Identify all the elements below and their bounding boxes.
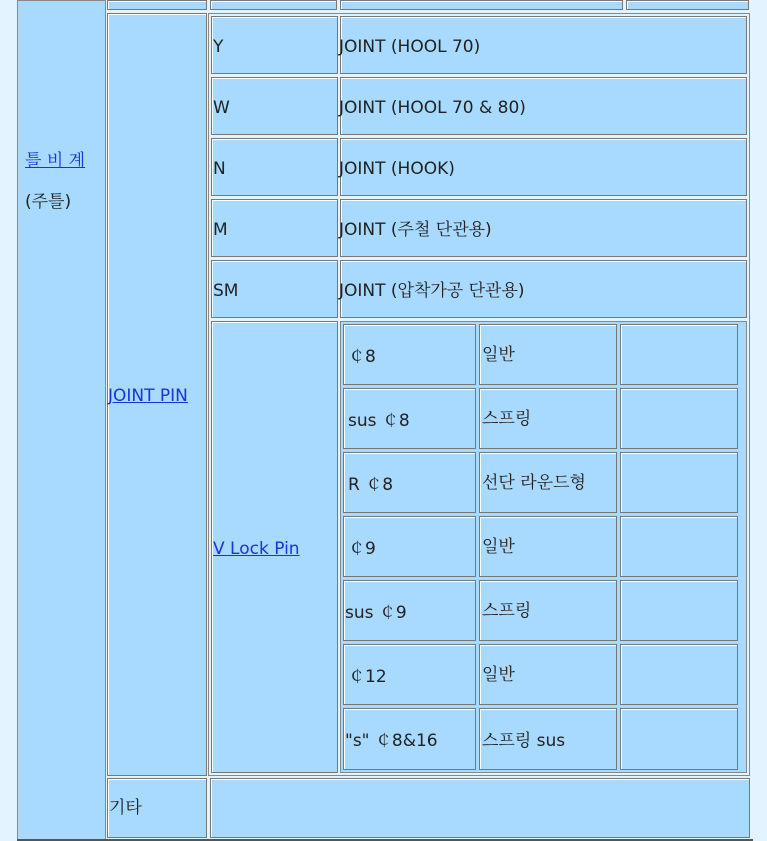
- vlock-row-2-type-cell: [479, 452, 617, 513]
- vlock-size: sus ￠8: [348, 411, 410, 431]
- top-partial-cell-2: [210, 0, 337, 10]
- vlock-row-5-type-cell: [479, 644, 617, 705]
- joint-row-desc: JOINT (압착가공 단관용): [339, 281, 525, 301]
- joint-row-2-desc-cell: [340, 138, 747, 196]
- vlock-row-5-note-cell: [620, 644, 738, 705]
- vlock-row-3-note-cell: [620, 516, 738, 577]
- vlock-row-0-type-cell: [479, 324, 617, 385]
- vlock-size: ￠8: [348, 347, 376, 367]
- top-partial-cell-1: [107, 0, 207, 10]
- category-link[interactable]: 틀 비 계: [25, 151, 86, 171]
- vlock-row-6-type-cell: [479, 708, 617, 770]
- joint-row-desc: JOINT (주철 단관용): [339, 220, 492, 240]
- other-value-cell: [210, 778, 750, 838]
- vlock-row-5-size-cell: [343, 644, 476, 705]
- category-sub-label: (주틀): [25, 192, 72, 212]
- joint-row-3-desc-cell: [340, 199, 747, 257]
- vlock-row-0-note-cell: [620, 324, 738, 385]
- joint-pin-link[interactable]: JOINT PIN: [108, 386, 188, 406]
- vlock-size: ￠9: [348, 539, 376, 559]
- vlock-type: 일반: [482, 665, 515, 685]
- joint-pin-cell: [107, 13, 207, 776]
- vlock-row-4-note-cell: [620, 580, 738, 641]
- vlock-size: ￠12: [348, 667, 387, 687]
- joint-row-desc: JOINT (HOOL 70 & 80): [339, 98, 526, 118]
- vlock-size: R ￠8: [348, 475, 394, 495]
- vlock-row-2-size-cell: [343, 452, 476, 513]
- vlock-size: "s" ￠8&16: [345, 731, 438, 751]
- other-label-cell: [107, 778, 207, 838]
- vlock-type: 스프링: [482, 409, 532, 429]
- other-label: 기타: [109, 798, 142, 818]
- vlock-row-6-size-cell: [343, 708, 476, 770]
- vlock-type: 일반: [482, 345, 515, 365]
- top-partial-cell-4: [626, 0, 749, 10]
- joint-row-code: N: [213, 159, 226, 179]
- top-partial-cell-3: [340, 0, 623, 10]
- vlock-row-1-type-cell: [479, 388, 617, 449]
- vlock-size: sus ￠9: [345, 603, 407, 623]
- joint-row-code: W: [213, 98, 230, 118]
- joint-row-code: SM: [213, 281, 239, 301]
- vlock-row-1-size-cell: [343, 388, 476, 449]
- joint-row-4-desc-cell: [340, 260, 747, 318]
- joint-row-0-code-cell: [211, 16, 338, 74]
- joint-row-code: M: [213, 220, 228, 240]
- vlock-row-3-type-cell: [479, 516, 617, 577]
- joint-row-desc: JOINT (HOOK): [339, 159, 455, 179]
- v-lock-pin-link[interactable]: V Lock Pin: [213, 539, 300, 559]
- joint-row-1-code-cell: [211, 77, 338, 135]
- vlock-type: 선단 라운드형: [482, 473, 586, 493]
- joint-row-3-code-cell: [211, 199, 338, 257]
- joint-row-0-desc-cell: [340, 16, 747, 74]
- vlock-row-6-note-cell: [620, 708, 738, 770]
- joint-row-1-desc-cell: [340, 77, 747, 135]
- vlock-row-0-size-cell: [343, 324, 476, 385]
- v-lock-pin-cell: [211, 321, 338, 773]
- vlock-row-4-type-cell: [479, 580, 617, 641]
- vlock-row-3-size-cell: [343, 516, 476, 577]
- vlock-type: 스프링: [482, 601, 532, 621]
- joint-row-desc: JOINT (HOOL 70): [339, 37, 481, 57]
- joint-row-4-code-cell: [211, 260, 338, 318]
- vlock-row-1-note-cell: [620, 388, 738, 449]
- joint-row-2-code-cell: [211, 138, 338, 196]
- vlock-type: 스프링 sus: [482, 731, 566, 751]
- vlock-row-2-note-cell: [620, 452, 738, 513]
- joint-row-code: Y: [213, 37, 224, 57]
- vlock-row-4-size-cell: [343, 580, 476, 641]
- vlock-type: 일반: [482, 537, 515, 557]
- category-cell: [17, 0, 106, 841]
